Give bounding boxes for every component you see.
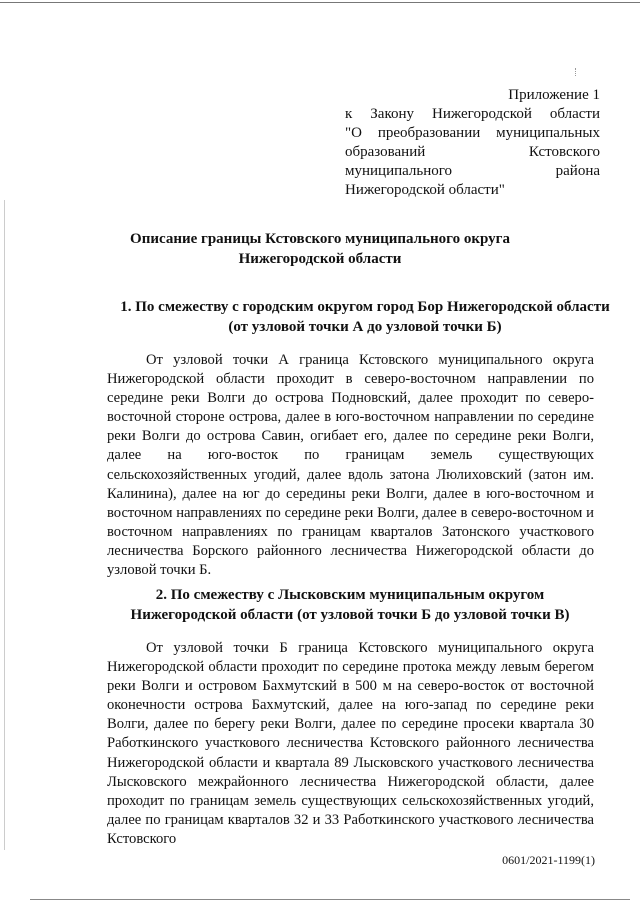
scan-left-edge — [4, 200, 5, 850]
scan-top-line — [0, 2, 640, 3]
section-1-heading: 1. По смежеству с городским округом город Бор Нижегородской области (от узловой точки А до узловой точки Б) — [120, 299, 610, 335]
section-1-text: От узловой точки А граница Кстовского муниципального округа Нижегородской области проходит в северо-восточном направлении по середине реки Волги до острова Подновский, далее проходит по северо-восточной стороне острова, далее в юго-восточном направлении по середине реки Волги до острова Савин, огибает его, далее по середине реки Волги, далее на юго-восток по границам земель существующих сельскохозяйственных угодий, далее вдоль затона Люлиховский (затон им. Калинина), далее на юг до середины реки Волги, далее в юго-восточном и восточном направлениях по середине реки Волги, далее в северо-восточном и восточном направлениях по границам кварталов Затонского участкового лесничества Борского районного лесничества Нижегородской области до узловой точки Б. — [107, 352, 594, 579]
document-title: Описание границы Кстовского муниципального округа Нижегородской области — [130, 231, 510, 267]
appendix-line-4: муниципального района — [345, 163, 600, 179]
scan-mark — [575, 68, 580, 76]
appendix-reference — [345, 105, 600, 200]
appendix-title: Приложение 1 — [508, 87, 600, 103]
appendix-line-2: "О преобразовании муниципальных — [345, 125, 600, 141]
section-2-heading: 2. По смежеству с Лысковским муниципальным округом Нижегородской области (от узловой точки Б до узловой точки В) — [130, 587, 570, 623]
scan-bottom-line — [30, 899, 630, 900]
document-code: 0601/2021-1199(1) — [502, 853, 595, 867]
appendix-line-5: Нижегородской области" — [345, 182, 505, 198]
appendix-line-3: образований Кстовского — [345, 144, 600, 160]
appendix-line-1: к Закону Нижегородской области — [345, 106, 600, 122]
section-2-text: От узловой точки Б граница Кстовского муниципального округа Нижегородской области проходит по середине протока между левым берегом реки Волги и островом Бахмутский в 500 м на северо-восток от восточной оконечности острова Бахмутский, далее на юго-запад по середине реки Волги, далее по берегу реки Волги, далее по середине просеки квартала 30 Работкинского участкового лесничества Кстовского районного лесничества Нижегородской области и квартала 89 Лысковского участкового лесничества Лысковского межрайонного лесничества Нижегородской области, далее проходит по границам земель существующих сельскохозяйственных угодий, далее по границам кварталов 32 и 33 Работкинского участкового лесничества Кстовского — [107, 640, 594, 847]
